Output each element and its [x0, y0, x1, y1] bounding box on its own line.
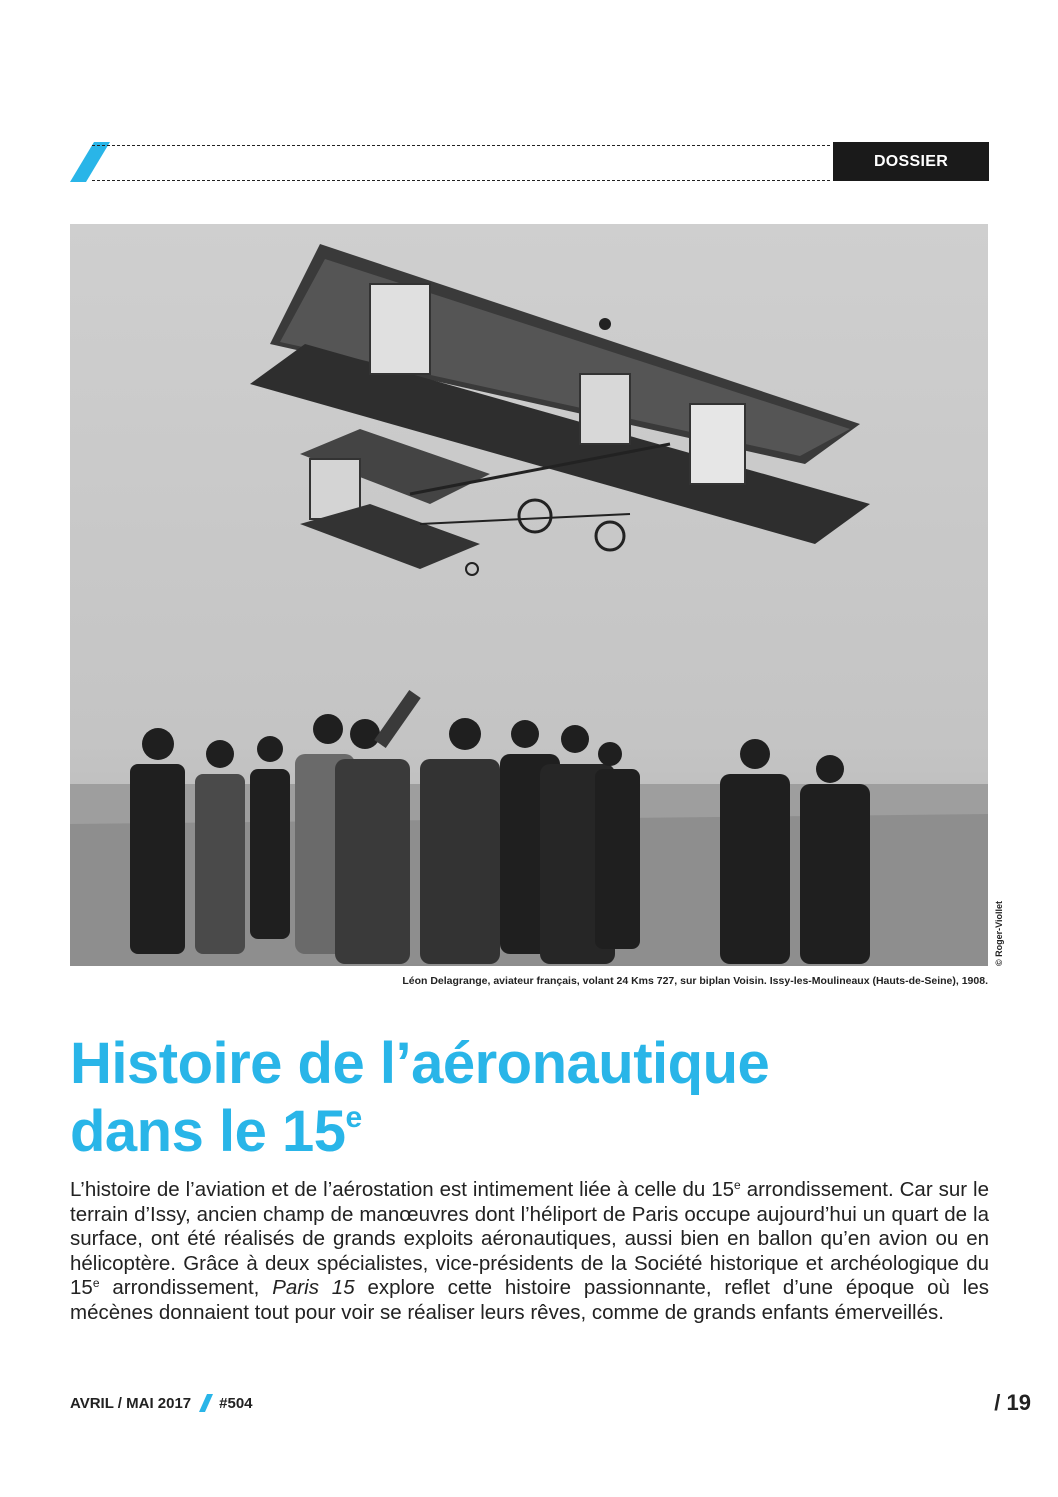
footer-issue-info [70, 1394, 253, 1412]
footer-issue-number: #504 [219, 1394, 253, 1412]
article-title [70, 1030, 970, 1166]
footer-date: AVRIL / MAI 2017 [70, 1394, 192, 1412]
footer-slash-icon [199, 1394, 213, 1412]
intro-superscript-1: e [734, 1178, 741, 1192]
section-tag: DOSSIER [833, 142, 989, 181]
intro-text-4: explore cette histoire passionnante, reflet d’une époque où les mécènes donnaient tout pour voir se réaliser leurs rêves, comme de grands enfants émerveillés. [70, 1276, 990, 1324]
article-intro [70, 1178, 989, 1325]
photo-credit: © Roger-Viollet [994, 901, 1004, 966]
header-accent-slash [70, 142, 110, 182]
biplane-photo-icon [70, 224, 988, 966]
article-photo [70, 224, 988, 966]
intro-text-3: arrondissement, [99, 1276, 273, 1299]
header-dashed-line-top [92, 145, 830, 146]
title-line-1: Histoire de l’aéronautique [70, 1031, 770, 1096]
intro-publication-name: Paris 15 [272, 1276, 355, 1299]
page-number: / 19 [994, 1390, 1031, 1415]
intro-text-1: L’histoire de l’aviation et de l’aérostation est intimement liée à celle du 15 [70, 1178, 735, 1201]
title-line-2: dans le 15 [70, 1099, 346, 1164]
title-superscript: e [345, 1101, 362, 1134]
header-dashed-line-bottom [92, 180, 830, 181]
intro-superscript-2: e [92, 1276, 100, 1290]
photo-caption: Léon Delagrange, aviateur français, volant 24 Kms 727, sur biplan Voisin. Issy-les-Moulineaux (Hauts-de-Seine), 1908. [402, 975, 988, 987]
intro-text-2: arrondissement. Car sur le terrain d’Issy, ancien champ de manœuvres dont l’héliport de Paris occupe aujourd’hui un quart de la surface, ont été réalisés de grands exploits aéronautiques, aussi bien en ballon qu’en avion ou en hélicoptère. Grâce à deux spécialistes, vice-présidents de la Société historique et archéologique du 15 [70, 1178, 989, 1299]
